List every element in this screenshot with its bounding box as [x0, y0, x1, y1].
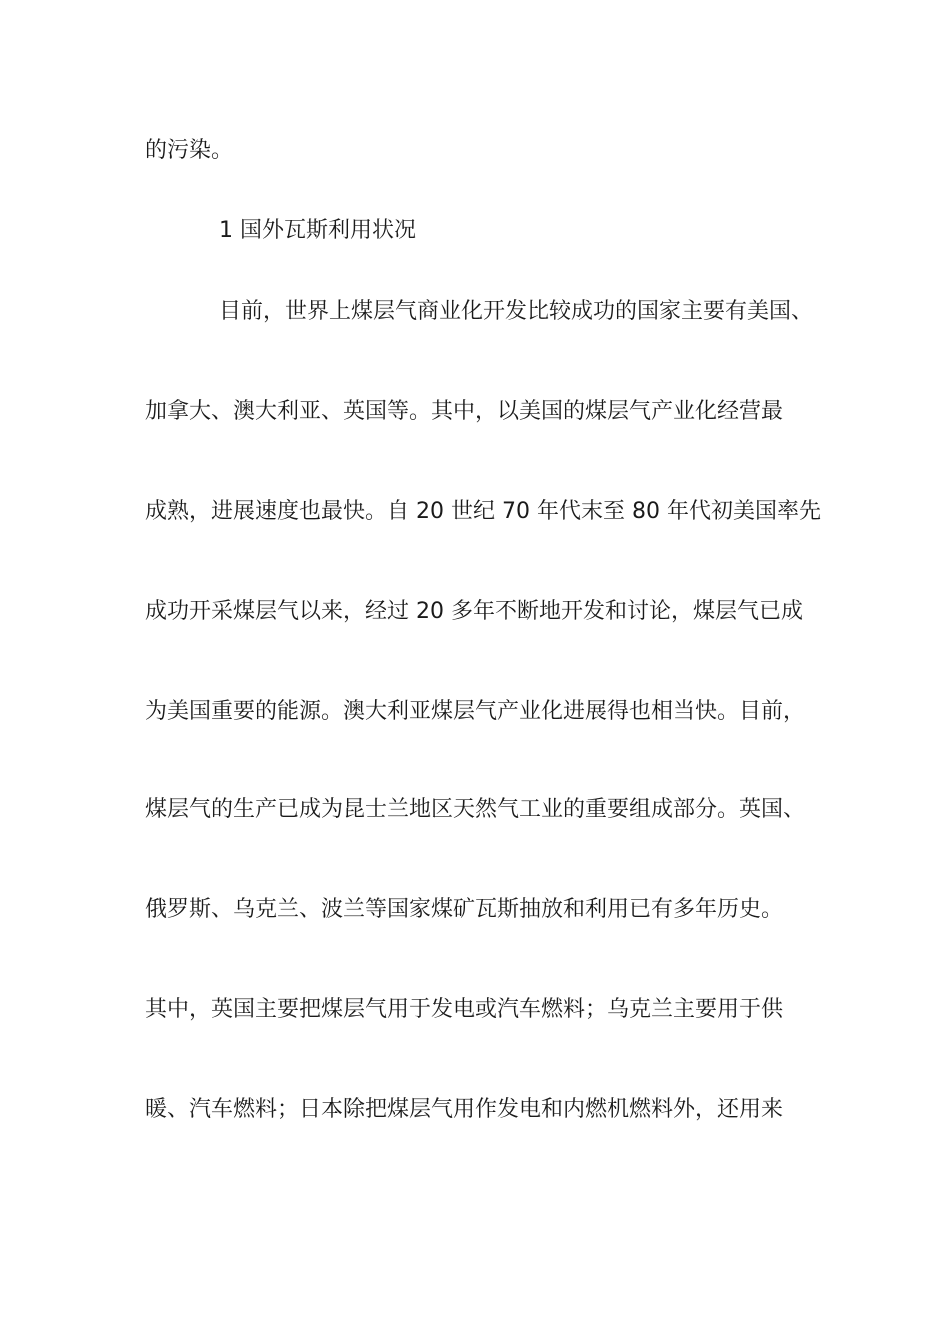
text-line-6: 成功开采煤层气以来，经过 20 多年不断地开发和讨论，煤层气已成: [145, 599, 803, 624]
section-heading: 1 国外瓦斯利用状况: [219, 218, 416, 243]
text-line-8: 煤层气的生产已成为昆士兰地区天然气工业的重要组成部分。英国、: [145, 797, 806, 822]
text-line-3: 目前，世界上煤层气商业化开发比较成功的国家主要有美国、: [219, 299, 814, 324]
text-line-4: 加拿大、澳大利亚、英国等。其中，以美国的煤层气产业化经营最: [145, 399, 784, 424]
text-line-9: 俄罗斯、乌克兰、波兰等国家煤矿瓦斯抽放和利用已有多年历史。: [145, 897, 784, 922]
text-line-10: 其中，英国主要把煤层气用于发电或汽车燃料；乌克兰主要用于供: [145, 997, 784, 1022]
text-line-11: 暖、汽车燃料；日本除把煤层气用作发电和内燃机燃料外，还用来: [145, 1097, 784, 1122]
text-line-1: 的污染。: [145, 138, 234, 163]
text-line-7: 为美国重要的能源。澳大利亚煤层气产业化进展得也相当快。目前，: [145, 699, 806, 724]
text-line-5: 成熟，进展速度也最快。自 20 世纪 70 年代末至 80 年代初美国率先: [145, 499, 821, 524]
